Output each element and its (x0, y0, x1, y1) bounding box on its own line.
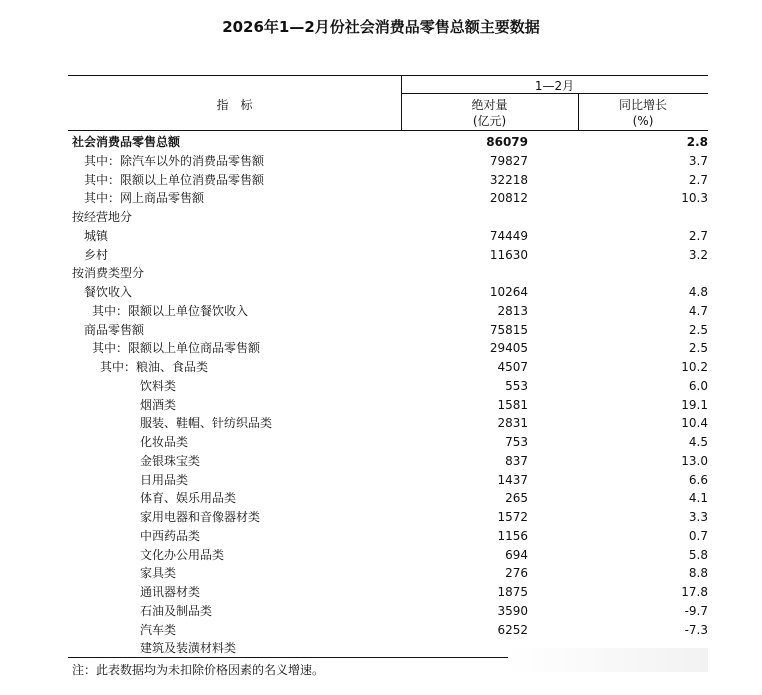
table-row (68, 489, 708, 508)
row-value: 75815 (489, 322, 528, 337)
table-footnote: 注：此表数据均为未扣除价格因素的名义增速。 (72, 663, 325, 677)
table-row (68, 377, 708, 396)
row-yoy: -9.7 (684, 603, 708, 618)
row-yoy: 10.4 (681, 416, 708, 431)
table-row (68, 189, 708, 208)
table-bottom-rule (68, 657, 508, 658)
row-label: 社会消费品零售总额 (72, 135, 181, 149)
row-yoy: 5.8 (688, 547, 708, 562)
table-row (68, 283, 708, 302)
row-value: 4507 (497, 360, 528, 374)
table-row (68, 246, 708, 265)
table-row (68, 414, 708, 433)
row-yoy: 3.3 (688, 510, 708, 524)
table-row (68, 583, 708, 602)
row-value: 3590 (497, 603, 528, 618)
row-value: 32218 (489, 172, 528, 187)
row-label: 按消费类型分 (72, 266, 145, 281)
yoy-growth-header (578, 97, 708, 129)
row-label: 乡村 (84, 247, 109, 262)
row-label: 商品零售额 (84, 322, 145, 337)
yoy-growth-header-unit: (%) (632, 114, 654, 128)
table-row (68, 621, 708, 640)
row-label: 体育、娱乐用品类 (140, 491, 237, 506)
table-row (68, 452, 708, 471)
row-label: 其中：限额以上单位消费品零售额 (84, 172, 265, 187)
row-yoy: 6.0 (688, 378, 708, 393)
row-yoy: 4.5 (688, 435, 708, 449)
row-value: 6252 (497, 622, 528, 637)
row-yoy: 4.1 (688, 491, 708, 506)
row-yoy: 10.3 (681, 191, 708, 206)
row-value: 79827 (489, 153, 528, 168)
row-label: 餐饮收入 (84, 285, 133, 299)
table-row (68, 227, 708, 246)
table-row (68, 546, 708, 565)
row-label: 其中：除汽车以外的消费品零售额 (84, 153, 265, 168)
row-label: 其中：网上商品零售额 (84, 191, 205, 206)
row-label: 其中：限额以上单位餐饮收入 (92, 303, 249, 318)
row-yoy: 4.7 (688, 303, 708, 318)
table-row (68, 396, 708, 415)
table-row (68, 321, 708, 340)
row-value: 1572 (497, 510, 528, 524)
table-row (68, 471, 708, 490)
table-row (68, 508, 708, 527)
row-label: 其中：粮油、食品类 (100, 360, 209, 374)
row-label: 家具类 (140, 566, 177, 581)
row-label: 家用电器和音像器材类 (140, 510, 261, 524)
table-row (68, 302, 708, 321)
row-value: 74449 (489, 228, 528, 243)
row-value: 2831 (497, 416, 528, 431)
row-yoy: 4.8 (688, 285, 708, 299)
row-value: 837 (505, 453, 528, 468)
row-value: 1581 (497, 397, 528, 412)
row-label: 文化办公用品类 (140, 547, 225, 562)
absolute-value-header-unit: (亿元) (472, 114, 507, 128)
row-value: 29405 (489, 341, 528, 356)
indicator-header: 指 标 (216, 98, 253, 112)
row-yoy: 3.7 (688, 153, 708, 168)
table-top-rule (68, 75, 708, 76)
cropped-edge-overlay (508, 648, 708, 672)
row-value: 11630 (489, 247, 528, 262)
row-yoy: 8.8 (688, 566, 708, 581)
row-label: 烟酒类 (140, 397, 177, 412)
table-row (68, 602, 708, 621)
row-yoy: 17.8 (681, 585, 708, 599)
table-row (68, 208, 708, 227)
absolute-value-header (401, 97, 578, 129)
table-row (68, 527, 708, 546)
row-label: 城镇 (84, 228, 109, 243)
row-value: 276 (505, 566, 528, 581)
row-label: 日用品类 (140, 472, 189, 487)
row-yoy: -7.3 (684, 622, 708, 637)
row-label: 其中：限额以上单位商品零售额 (92, 341, 261, 356)
row-yoy: 0.7 (688, 528, 708, 543)
row-yoy: 6.6 (688, 472, 708, 487)
row-value: 20812 (489, 191, 528, 206)
row-label: 通讯器材类 (140, 585, 201, 599)
row-label: 汽车类 (140, 622, 177, 637)
row-yoy: 2.7 (688, 228, 708, 243)
table-row (68, 152, 708, 171)
row-label: 中西药品类 (140, 528, 201, 543)
row-label: 按经营地分 (72, 210, 133, 224)
row-label: 建筑及装潢材料类 (140, 641, 237, 656)
table-body (68, 133, 708, 658)
row-yoy: 3.2 (688, 247, 708, 262)
row-yoy: 19.1 (681, 397, 708, 412)
absolute-value-header-label: 绝对量 (471, 98, 508, 112)
row-value: 1875 (497, 585, 528, 599)
row-value: 265 (505, 491, 528, 506)
row-label: 化妆品类 (140, 435, 189, 449)
row-yoy: 2.5 (688, 341, 708, 356)
row-yoy: 2.7 (688, 172, 708, 187)
page-title: 2026年1—2月份社会消费品零售总额主要数据 (222, 18, 540, 36)
row-yoy: 10.2 (681, 360, 708, 374)
row-value: 753 (505, 435, 528, 449)
row-yoy: 13.0 (681, 453, 708, 468)
row-value: 1437 (497, 472, 528, 487)
table-row (68, 339, 708, 358)
table-row (68, 358, 708, 377)
yoy-growth-header-label: 同比增长 (618, 98, 667, 112)
row-label: 服装、鞋帽、针纺织品类 (140, 416, 273, 431)
row-value: 553 (505, 378, 528, 393)
row-value: 2813 (497, 303, 528, 318)
table-row (68, 264, 708, 283)
row-yoy: 2.5 (688, 322, 708, 337)
table-row (68, 171, 708, 190)
table-row (68, 564, 708, 583)
period-header: 1—2月 (534, 79, 575, 93)
row-label: 石油及制品类 (140, 603, 213, 618)
row-value: 1156 (497, 528, 528, 543)
row-label: 金银珠宝类 (140, 453, 201, 468)
row-value: 694 (505, 547, 528, 562)
table-row (68, 433, 708, 452)
table-row (68, 133, 708, 152)
row-yoy: 2.8 (686, 135, 708, 149)
row-label: 饮料类 (140, 378, 177, 393)
row-value: 10264 (489, 285, 528, 299)
row-value: 86079 (486, 135, 528, 149)
header-bottom-rule (68, 130, 708, 131)
